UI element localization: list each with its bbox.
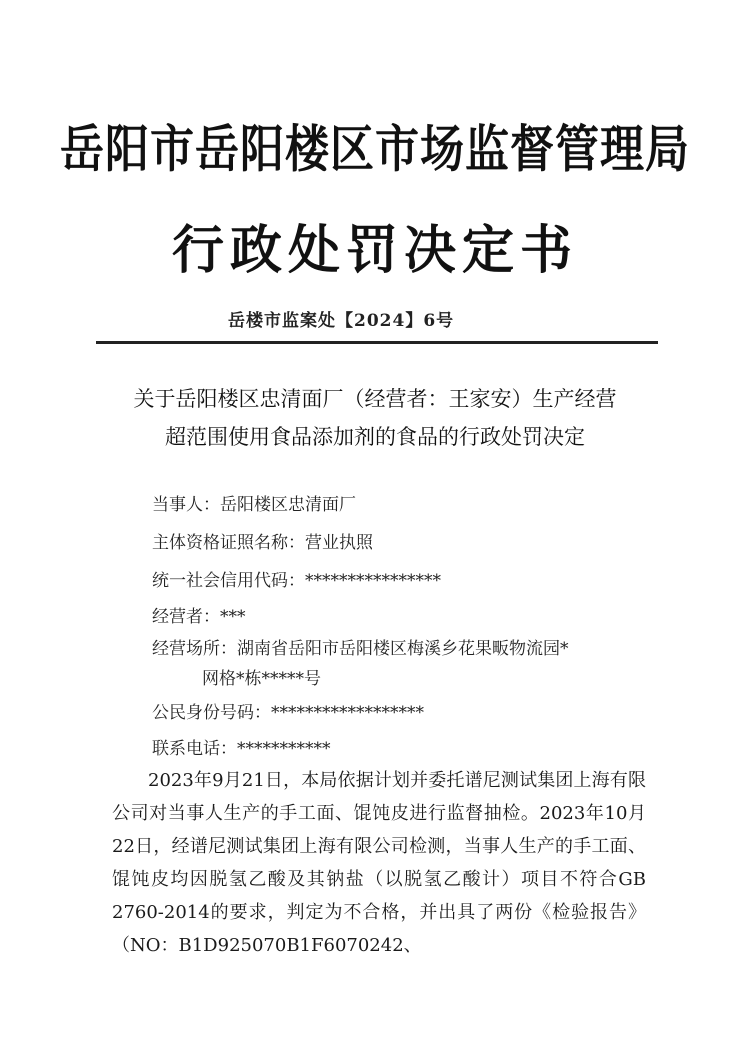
subject-line-1: 关于岳阳楼区忠清面厂（经营者：王家安）生产经营 xyxy=(133,387,617,411)
facts-paragraph: 2023年9月21日，本局依据计划并委托谱尼测试集团上海有限公司对当事人生产的手工面、馄饨皮进行监督抽检。2023年10月22日，经谱尼测试集团上海有限公司检测，当事人生产的手工面、馄饨皮均因脱氢乙酸及其钠盐（以脱氢乙酸计）项目不符合GB 2760-2014的要求，判定为不合格，并出具了两份《检验报告》（NO：B1D925070B1F6070242、 xyxy=(112,770,646,956)
agency-title: 岳阳市岳阳楼区市场监督管理局 xyxy=(60,120,690,180)
credit-code: 统一社会信用代码：**************** xyxy=(152,571,441,591)
document-type-title: 行政处罚决定书 xyxy=(171,221,578,281)
contact-phone: 联系电话：*********** xyxy=(152,739,331,759)
business-address: 经营场所：湖南省岳阳市岳阳楼区梅溪乡花果畈物流园* xyxy=(152,639,569,659)
license-name: 主体资格证照名称：营业执照 xyxy=(152,533,373,553)
decision-subject xyxy=(0,380,750,456)
id-number: 公民身份号码：****************** xyxy=(152,703,424,723)
operator: 经营者：*** xyxy=(152,607,246,627)
header-divider xyxy=(96,341,658,344)
document-number: 岳楼市监案处【2024】6号 xyxy=(228,311,455,331)
party-name: 当事人：岳阳楼区忠清面厂 xyxy=(152,495,356,515)
subject-line-2: 超范围使用食品添加剂的食品的行政处罚决定 xyxy=(165,425,585,449)
business-address-continued: 网格*栋*****号 xyxy=(202,669,321,689)
